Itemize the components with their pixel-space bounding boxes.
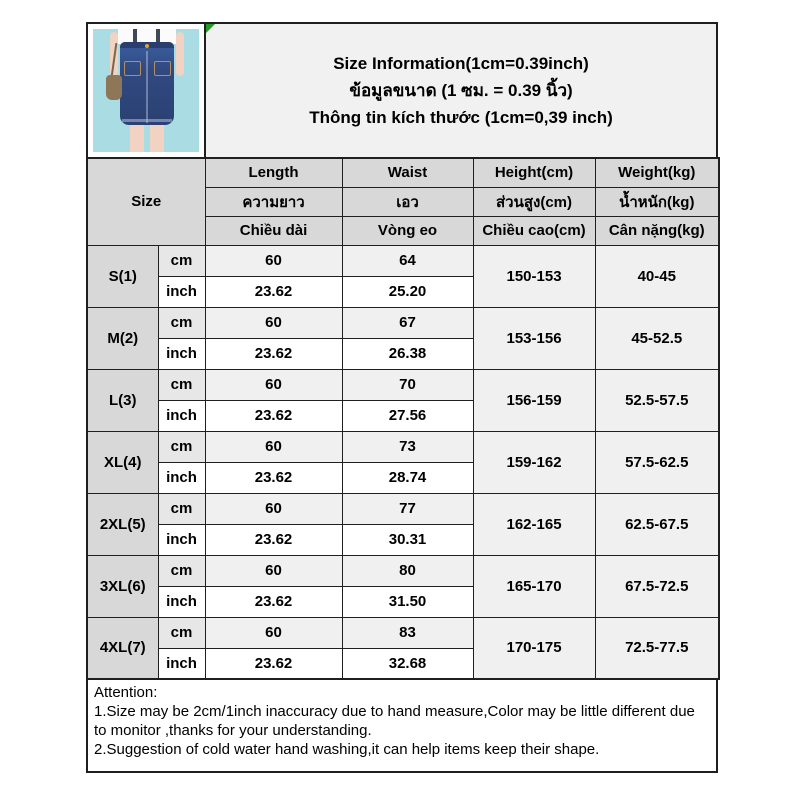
weight-range-value: 52.5-57.5 [595, 369, 719, 431]
length-inch-value: 23.62 [205, 586, 342, 617]
weight-range-value: 40-45 [595, 245, 719, 307]
weight-range-value: 62.5-67.5 [595, 493, 719, 555]
skirt-pocket-right [154, 61, 171, 76]
height-range-value: 150-153 [473, 245, 595, 307]
waist-cm-value: 73 [342, 431, 473, 462]
attention-note-1: 1.Size may be 2cm/1inch inaccuracy due to hand measure,Color may be little different due to monitor ,thanks for your understanding. [94, 703, 695, 739]
shoulder-bag-shape [106, 75, 122, 100]
table-row [87, 493, 719, 524]
skirt-hem-line [122, 119, 172, 122]
height-range-value: 170-175 [473, 617, 595, 679]
unit-inch-label: inch [158, 462, 205, 493]
table-row [87, 245, 719, 276]
weight-range-value: 67.5-72.5 [595, 555, 719, 617]
length-cm-value: 60 [205, 493, 342, 524]
page-title-th: ข้อมูลขนาด (1 ซม. = 0.39 นิ้ว) [349, 81, 573, 100]
page-title-vi: Thông tin kích thước (1cm=0,39 inch) [309, 108, 613, 127]
length-cm-value: 60 [205, 369, 342, 400]
waist-inch-value: 27.56 [342, 400, 473, 431]
height-range-value: 165-170 [473, 555, 595, 617]
col-header-length-th: ความยาว [205, 187, 342, 216]
length-cm-value: 60 [205, 555, 342, 586]
height-range-value: 162-165 [473, 493, 595, 555]
unit-cm-label: cm [158, 555, 205, 586]
length-cm-value: 60 [205, 617, 342, 648]
green-corner-marker-icon [206, 24, 215, 33]
waist-cm-value: 80 [342, 555, 473, 586]
table-row [87, 431, 719, 462]
waist-inch-value: 26.38 [342, 338, 473, 369]
col-header-waist-th: เอว [342, 187, 473, 216]
header-section [86, 22, 718, 157]
size-corner-header: Size [87, 158, 205, 245]
model-arm-right [176, 32, 184, 76]
size-label: S(1) [87, 245, 158, 307]
skirt-center-seam [146, 51, 148, 123]
size-label: 2XL(5) [87, 493, 158, 555]
length-cm-value: 60 [205, 307, 342, 338]
size-label: M(2) [87, 307, 158, 369]
table-row [87, 617, 719, 648]
col-header-waist-vi: Vòng eo [342, 216, 473, 245]
length-cm-value: 60 [205, 431, 342, 462]
weight-range-value: 57.5-62.5 [595, 431, 719, 493]
unit-cm-label: cm [158, 617, 205, 648]
skirt-pocket-left [124, 61, 141, 76]
length-cm-value: 60 [205, 245, 342, 276]
attention-title: Attention: [94, 684, 158, 701]
unit-inch-label: inch [158, 276, 205, 307]
col-header-waist-en: Waist [342, 158, 473, 187]
length-inch-value: 23.62 [205, 524, 342, 555]
waist-cm-value: 64 [342, 245, 473, 276]
model-leg-right [150, 125, 164, 152]
col-header-weight-vi: Cân nặng(kg) [595, 216, 719, 245]
title-block [206, 24, 716, 157]
col-header-height-en: Height(cm) [473, 158, 595, 187]
weight-range-value: 72.5-77.5 [595, 617, 719, 679]
waist-inch-value: 30.31 [342, 524, 473, 555]
attention-box [86, 680, 718, 773]
waist-inch-value: 28.74 [342, 462, 473, 493]
size-table [86, 157, 720, 680]
unit-cm-label: cm [158, 431, 205, 462]
table-row [87, 307, 719, 338]
size-label: L(3) [87, 369, 158, 431]
length-inch-value: 23.62 [205, 648, 342, 679]
unit-cm-label: cm [158, 493, 205, 524]
table-row [87, 555, 719, 586]
unit-inch-label: inch [158, 648, 205, 679]
unit-cm-label: cm [158, 369, 205, 400]
size-label: 3XL(6) [87, 555, 158, 617]
height-range-value: 153-156 [473, 307, 595, 369]
length-inch-value: 23.62 [205, 400, 342, 431]
waist-inch-value: 31.50 [342, 586, 473, 617]
table-row [87, 369, 719, 400]
unit-cm-label: cm [158, 245, 205, 276]
unit-cm-label: cm [158, 307, 205, 338]
unit-inch-label: inch [158, 524, 205, 555]
height-range-value: 159-162 [473, 431, 595, 493]
skirt-button [145, 44, 149, 48]
size-label: 4XL(7) [87, 617, 158, 679]
waist-inch-value: 25.20 [342, 276, 473, 307]
waist-cm-value: 77 [342, 493, 473, 524]
model-leg-left [130, 125, 144, 152]
col-header-length-en: Length [205, 158, 342, 187]
unit-inch-label: inch [158, 338, 205, 369]
unit-inch-label: inch [158, 586, 205, 617]
waist-inch-value: 32.68 [342, 648, 473, 679]
product-photo-cell [88, 24, 206, 157]
col-header-height-vi: Chiều cao(cm) [473, 216, 595, 245]
waist-cm-value: 70 [342, 369, 473, 400]
length-inch-value: 23.62 [205, 276, 342, 307]
page-title-en: Size Information(1cm=0.39inch) [333, 54, 589, 73]
attention-note-2: 2.Suggestion of cold water hand washing,it can help items keep their shape. [94, 741, 600, 758]
product-photo [93, 29, 199, 152]
height-range-value: 156-159 [473, 369, 595, 431]
length-inch-value: 23.62 [205, 338, 342, 369]
col-header-weight-en: Weight(kg) [595, 158, 719, 187]
col-header-weight-th: น้ำหนัก(kg) [595, 187, 719, 216]
size-chart-sheet [86, 22, 718, 773]
col-header-length-vi: Chiều dài [205, 216, 342, 245]
weight-range-value: 45-52.5 [595, 307, 719, 369]
length-inch-value: 23.62 [205, 462, 342, 493]
waist-cm-value: 67 [342, 307, 473, 338]
unit-inch-label: inch [158, 400, 205, 431]
size-label: XL(4) [87, 431, 158, 493]
col-header-height-th: ส่วนสูง(cm) [473, 187, 595, 216]
waist-cm-value: 83 [342, 617, 473, 648]
